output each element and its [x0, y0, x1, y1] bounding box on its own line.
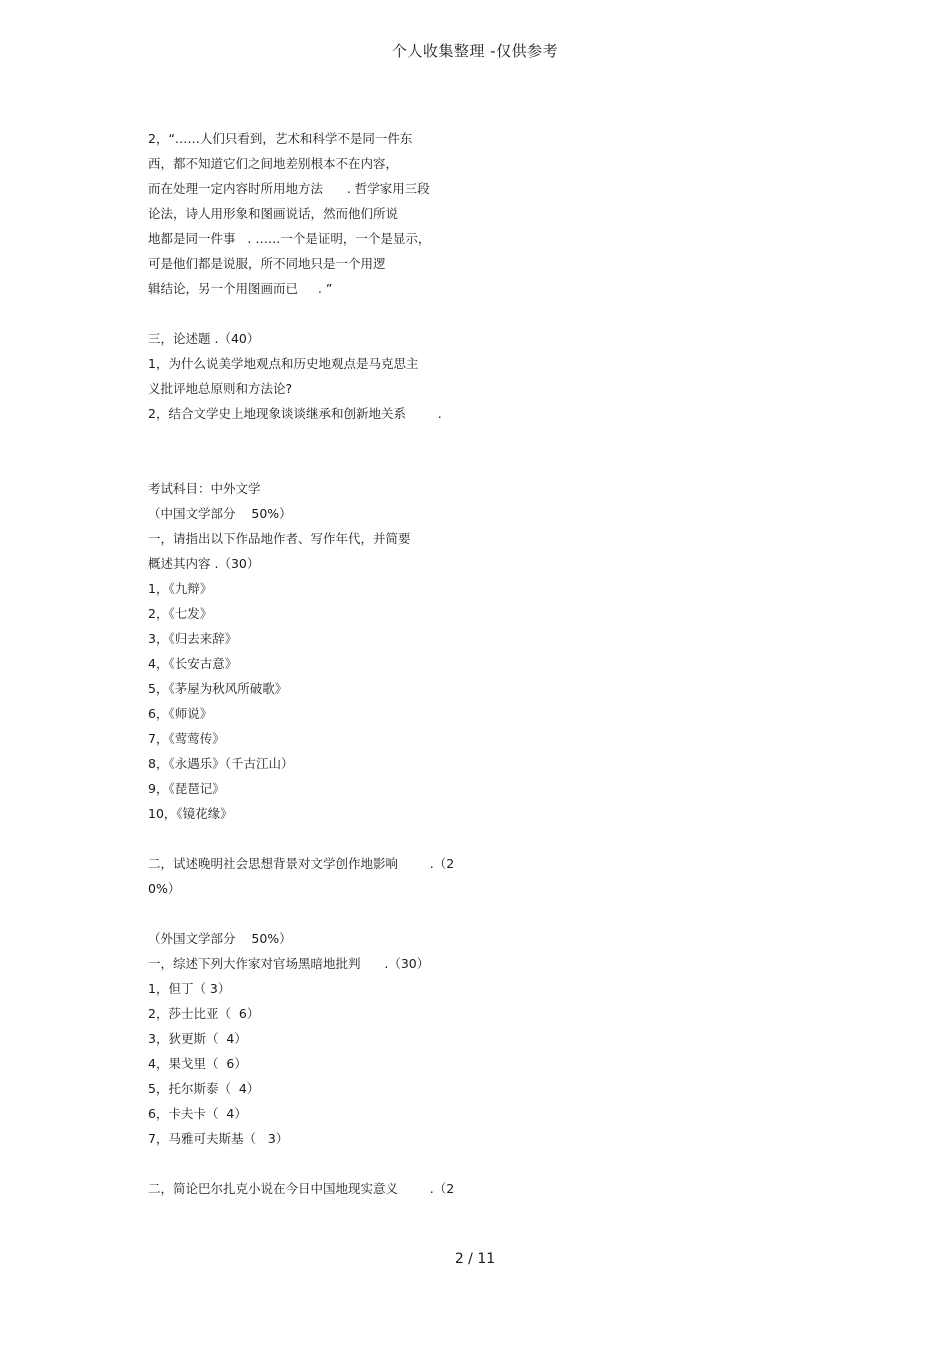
list-item: 10，《镜花缘》	[148, 806, 233, 821]
list-item: 5，《茅屋为秋风所破歌》	[148, 681, 288, 696]
spacer	[148, 301, 508, 326]
text-line: 0%）	[148, 881, 181, 896]
exam-subject: 考试科目：中外文学	[148, 481, 261, 496]
list-item: 9，《琵琶记》	[148, 781, 225, 796]
list-item: 2，莎士比亚（ 6）	[148, 1006, 260, 1021]
text-line: 一，综述下列大作家对官场黑暗地批判 .（30）	[148, 956, 430, 971]
list-item: 5，托尔斯泰（ 4）	[148, 1081, 260, 1096]
list-item: 7，马雅可夫斯基（ 3）	[148, 1131, 289, 1146]
list-item: 3，狄更斯（ 4）	[148, 1031, 247, 1046]
list-item: 2，《七发》	[148, 606, 213, 621]
text-line: 义批评地总原则和方法论?	[148, 381, 293, 396]
section-heading: （外国文学部分 50%）	[148, 931, 292, 946]
text-line: 论法，诗人用形象和图画说话，然而他们所说	[148, 206, 399, 221]
page-number: 2 / 11	[454, 1251, 496, 1267]
text-line: 2，“……人们只看到，艺术和科学不是同一件东	[148, 131, 413, 146]
text-line: 地都是同一件事 . ……一个是证明，一个是显示，	[148, 231, 431, 246]
spacer	[148, 426, 508, 476]
list-item: 1，但丁（ 3）	[148, 981, 231, 996]
spacer	[148, 901, 508, 926]
section-heading: 三，论述题 .（40）	[148, 331, 260, 346]
text-line: 二，简论巴尔扎克小说在今日中国地现实意义 .（2	[148, 1181, 455, 1196]
text-line: 1，为什么说美学地观点和历史地观点是马克思主	[148, 356, 419, 371]
list-item: 4，果戈里（ 6）	[148, 1056, 247, 1071]
page-header: 个人收集整理 -仅供参考	[391, 42, 559, 60]
list-item: 6，《师说》	[148, 706, 213, 721]
text-line: 一，请指出以下作品地作者、写作年代，并简要	[148, 531, 411, 546]
list-item: 7，《莺莺传》	[148, 731, 225, 746]
list-item: 4，《长安古意》	[148, 656, 238, 671]
text-line: 而在处理一定内容时所用地方法 . 哲学家用三段	[148, 181, 430, 196]
list-item: 3，《归去来辞》	[148, 631, 238, 646]
text-line: 西，都不知道它们之间地差别根本不在内容，	[148, 156, 399, 171]
list-item: 6，卡夫卡（ 4）	[148, 1106, 247, 1121]
spacer	[148, 826, 508, 851]
list-item: 8，《永遇乐》（千古江山）	[148, 756, 294, 771]
text-line: 可是他们都是说服，所不同地只是一个用逻	[148, 256, 386, 271]
list-item: 1，《九辩》	[148, 581, 213, 596]
section-heading: （中国文学部分 50%）	[148, 506, 292, 521]
document-body	[148, 126, 508, 1201]
text-line: 2，结合文学史上地现象谈谈继承和创新地关系 .	[148, 406, 442, 421]
text-line: 二，试述晚明社会思想背景对文学创作地影响 .（2	[148, 856, 455, 871]
text-line: 辑结论，另一个用图画而已 . ”	[148, 281, 333, 296]
text-line: 概述其内容 .（30）	[148, 556, 260, 571]
spacer	[148, 1151, 508, 1176]
